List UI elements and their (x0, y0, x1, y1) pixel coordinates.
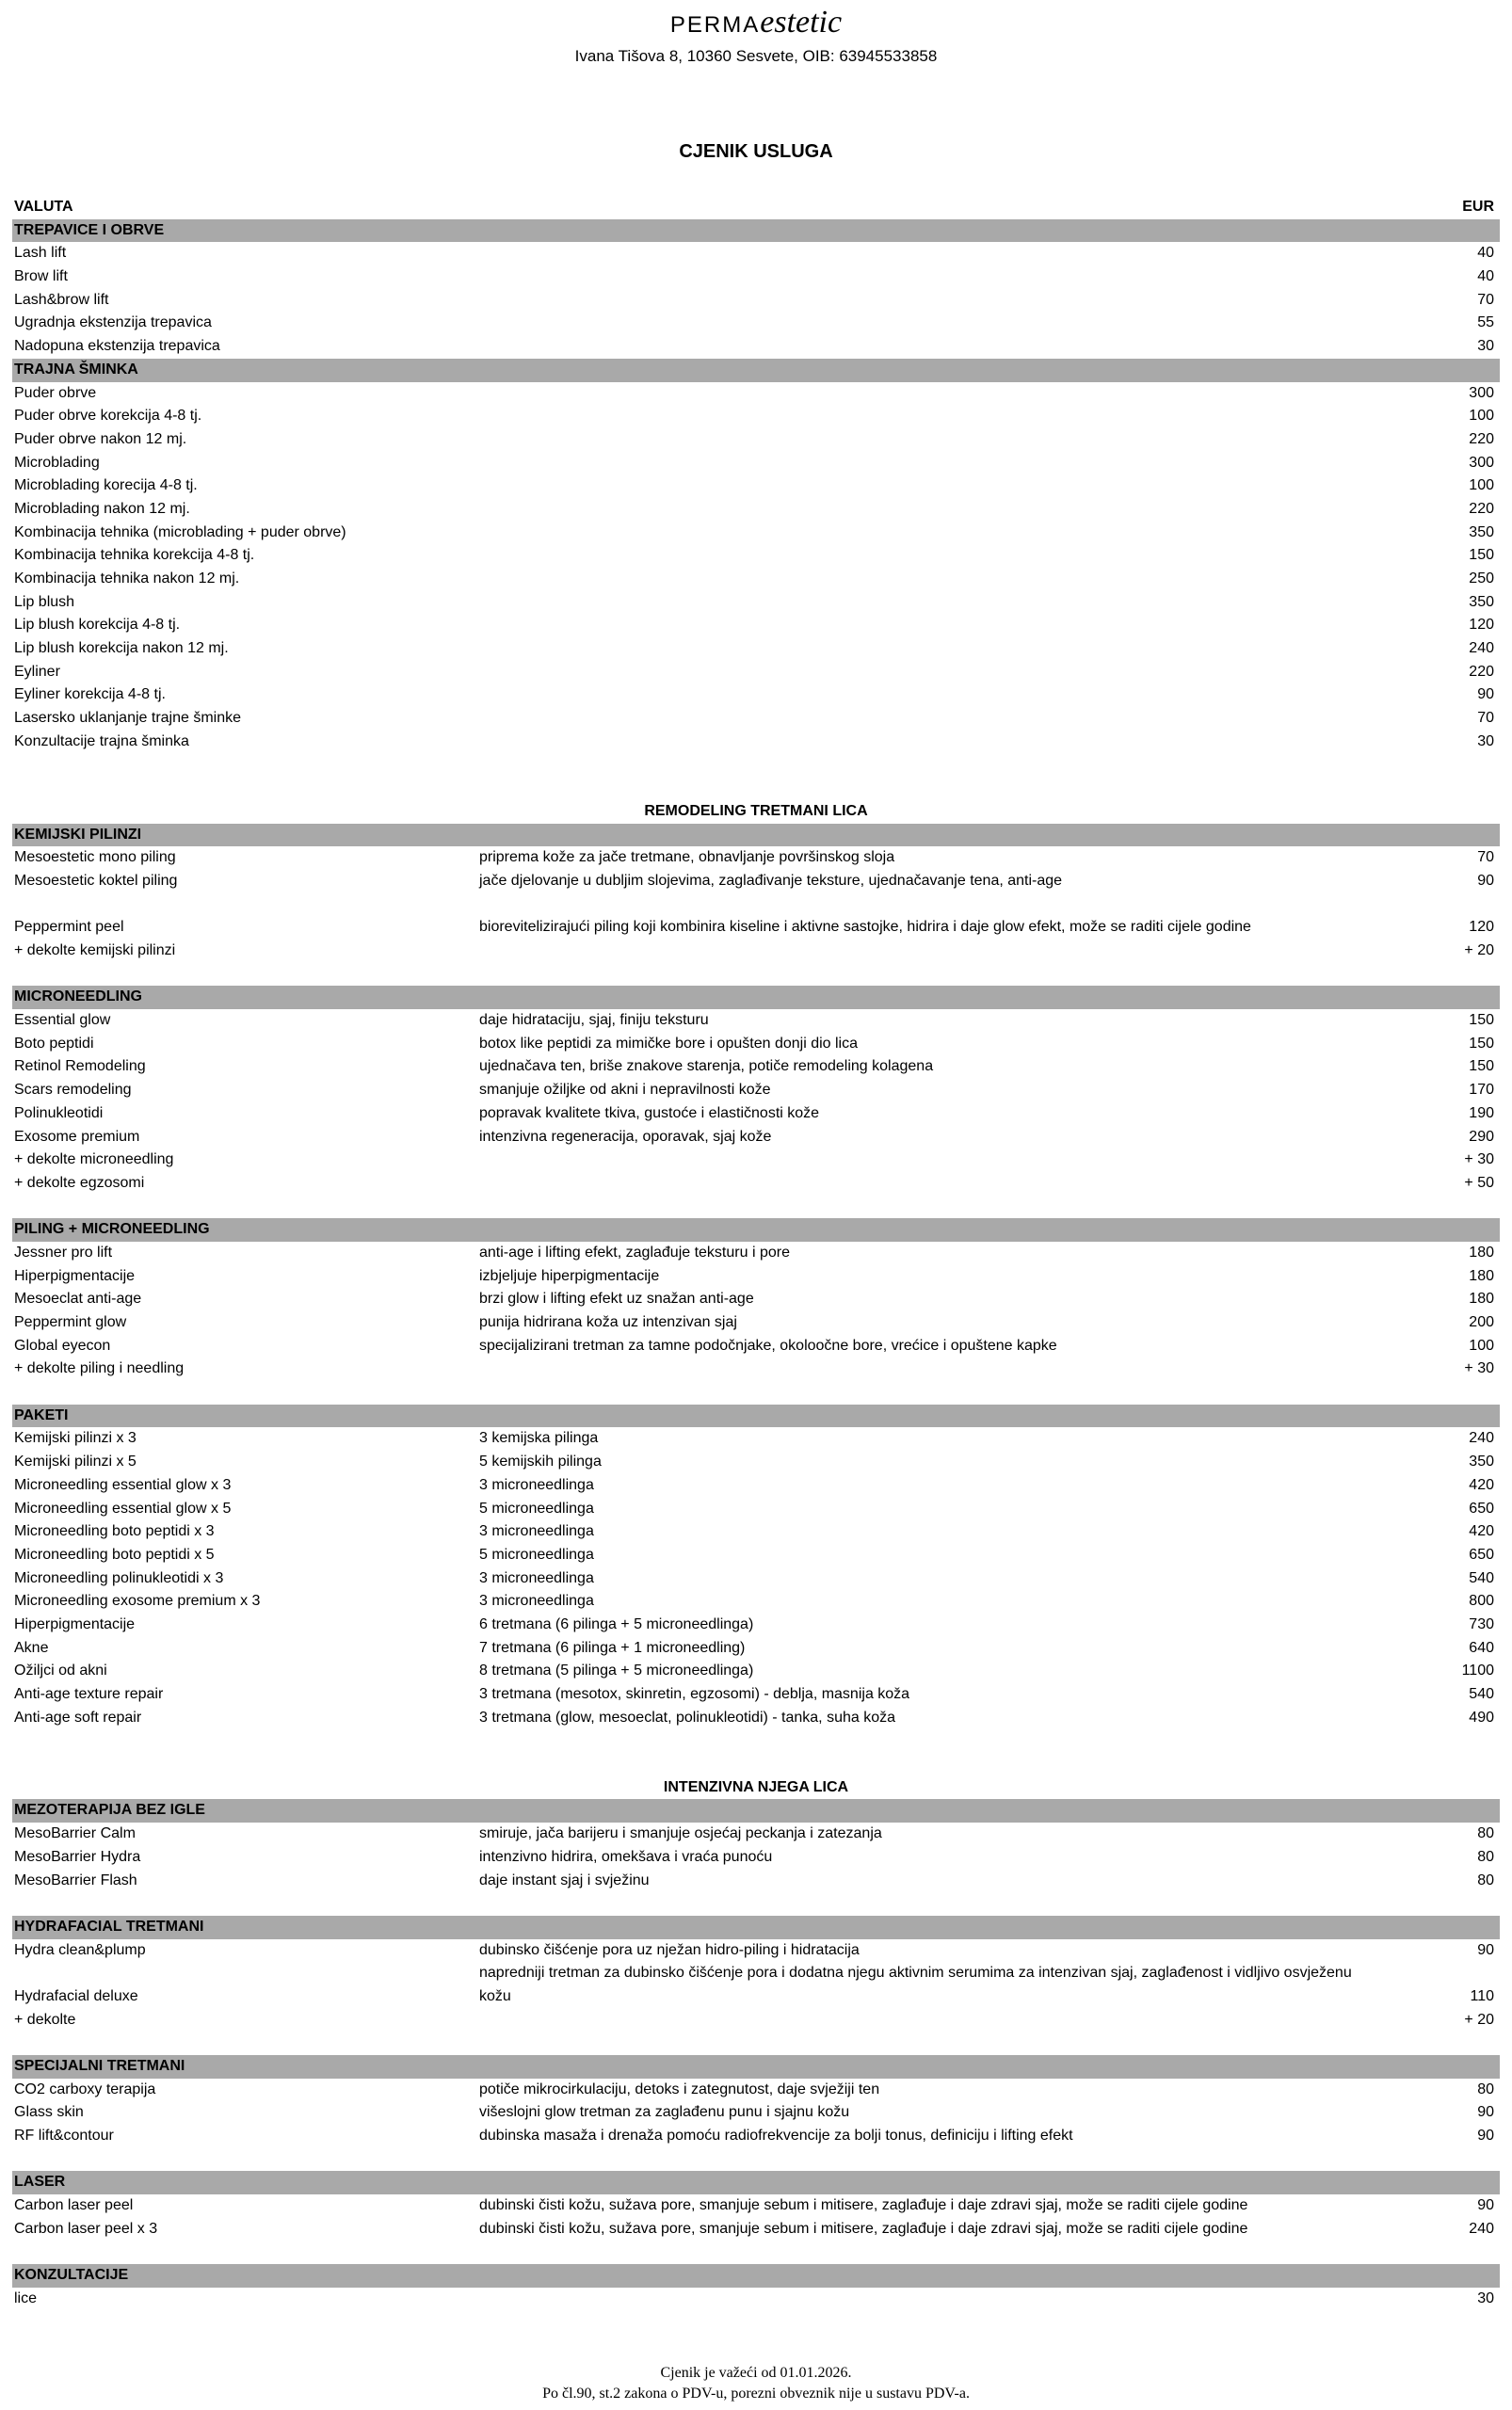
service-price: 1100 (1461, 1663, 1494, 1679)
price-row (12, 637, 1500, 661)
price-row (12, 1149, 1500, 1172)
service-name: Eyliner korekcija 4-8 tj. (14, 686, 166, 703)
price-row (12, 683, 1500, 707)
service-price: 40 (1477, 245, 1494, 262)
service-price: + 30 (1464, 1360, 1494, 1377)
price-row (12, 568, 1500, 591)
service-description: brzi glow i lifting efekt uz snažan anti-age (479, 1291, 754, 1308)
service-name: Lip blush korekcija 4-8 tj. (14, 617, 181, 634)
service-price: 30 (1477, 2290, 1494, 2306)
price-row (12, 731, 1500, 754)
service-description: daje instant sjaj i svježinu (479, 1872, 650, 1888)
page-title: CJENIK USLUGA (679, 141, 833, 162)
service-name: Kemijski pilinzi x 3 (14, 1430, 137, 1447)
service-name: Mesoestetic koktel piling (14, 872, 178, 889)
section-header (12, 1799, 1500, 1823)
service-description: punija hidrirana koža uz intenzivan sjaj (479, 1314, 737, 1330)
service-description: botox like peptidi za mimičke bore i opušten donji dio lica (479, 1035, 858, 1052)
section-title: MEZOTERAPIJA BEZ IGLE (14, 1802, 205, 1819)
category-title (12, 800, 1500, 824)
service-name: Konzultacije trajna šminka (14, 732, 189, 749)
service-description: potiče mikrocirkulaciju, detoks i zategnutost, daje svježiji ten (479, 2081, 880, 2097)
section-title: KONZULTACIJE (14, 2267, 129, 2284)
service-name: RF lift&contour (14, 2128, 114, 2145)
service-name: Lash&brow lift (14, 291, 109, 308)
service-description: intenzivna regeneracija, oporavak, sjaj kože (479, 1128, 772, 1145)
service-name: MesoBarrier Hydra (14, 1848, 141, 1865)
spacer (12, 1729, 1500, 1753)
spacer (12, 777, 1500, 800)
price-row (12, 452, 1500, 475)
service-description: daje hidrataciju, sjaj, finiju teksturu (479, 1012, 709, 1029)
category-title-text: REMODELING TRETMANI LICA (644, 802, 868, 819)
price-row (12, 335, 1500, 359)
price-row (12, 1451, 1500, 1474)
section-header (12, 1218, 1500, 1242)
price-row (12, 1614, 1500, 1637)
service-price: 150 (1469, 1058, 1494, 1075)
service-price: + 20 (1464, 942, 1494, 958)
service-description: biorevitelizirajući piling koji kombinira kiseline i aktivne sastojke, hidrira i daje glow efekt, može se raditi cijele godine (479, 919, 1251, 936)
service-name: Boto peptidi (14, 1035, 94, 1052)
price-row (12, 289, 1500, 313)
price-row (12, 405, 1500, 428)
service-name: lice (14, 2290, 38, 2306)
currency-value: EUR (1462, 199, 1494, 215)
price-row (12, 2125, 1500, 2148)
service-description: višeslojni glow tretman za zaglađenu punu i sjajnu kožu (479, 2104, 850, 2121)
service-description: dubinsko čišćenje pora uz nježan hidro-piling i hidratacija (479, 1941, 860, 1958)
service-price: 240 (1469, 1430, 1494, 1447)
service-name: Hiperpigmentacije (14, 1267, 136, 1284)
spacer (12, 893, 1500, 917)
price-row (12, 1335, 1500, 1358)
service-name: Lash lift (14, 245, 67, 262)
section-header (12, 1405, 1500, 1428)
service-price: 220 (1469, 430, 1494, 447)
price-row (12, 522, 1500, 545)
service-name: Microneedling essential glow x 3 (14, 1476, 232, 1493)
service-price: 540 (1469, 1686, 1494, 1702)
price-row (12, 661, 1500, 684)
section-title: PILING + MICRONEEDLING (14, 1221, 210, 1238)
service-price: 290 (1469, 1128, 1494, 1145)
service-name: + dekolte (14, 2011, 76, 2028)
price-row (12, 498, 1500, 522)
spacer (12, 963, 1500, 987)
service-name: Microblading korecija 4-8 tj. (14, 477, 198, 494)
service-price: 640 (1469, 1639, 1494, 1656)
price-row (12, 1055, 1500, 1079)
service-price: 70 (1477, 710, 1494, 727)
service-name: Mesoestetic mono piling (14, 849, 176, 866)
price-row (12, 1265, 1500, 1289)
section-header (12, 219, 1500, 243)
section-header (12, 2264, 1500, 2288)
service-name: Puder obrve nakon 12 mj. (14, 430, 187, 447)
spacer (12, 754, 1500, 778)
service-name: Brow lift (14, 268, 68, 285)
service-price: 540 (1469, 1569, 1494, 1586)
service-name: Jessner pro lift (14, 1244, 113, 1261)
service-price: 80 (1477, 1848, 1494, 1865)
service-name: Hiperpigmentacije (14, 1615, 136, 1632)
service-name: Akne (14, 1639, 49, 1656)
price-row (12, 940, 1500, 963)
section-header (12, 824, 1500, 847)
service-price: 90 (1477, 2104, 1494, 2121)
service-description: 8 tretmana (5 pilinga + 5 microneedlinga) (479, 1663, 754, 1679)
service-price: 100 (1469, 477, 1494, 494)
service-description: popravak kvalitete tkiva, gustoće i elastičnosti kože (479, 1104, 820, 1121)
section-header (12, 2055, 1500, 2079)
service-price: 180 (1469, 1267, 1494, 1284)
service-description: ujednačava ten, briše znakove starenja, potiče remodeling kolagena (479, 1058, 934, 1075)
service-name: Ugradnja ekstenzija trepavica (14, 314, 212, 331)
service-name: Kemijski pilinzi x 5 (14, 1454, 137, 1470)
spacer (12, 1196, 1500, 1219)
service-name: Microneedling polinukleotidi x 3 (14, 1569, 224, 1586)
category-title-text: INTENZIVNA NJEGA LICA (663, 1778, 849, 1795)
price-row (12, 544, 1500, 568)
service-price: 120 (1469, 919, 1494, 936)
service-description: 3 microneedlinga (479, 1523, 594, 1540)
service-description: 5 microneedlinga (479, 1546, 594, 1563)
service-description: dubinski čisti kožu, sužava pore, smanjuje sebum i mitisere, zaglađuje i daje zdravi sjaj, može se raditi cijele godine (479, 2220, 1248, 2237)
service-name: Scars remodeling (14, 1082, 132, 1099)
section-header (12, 986, 1500, 1009)
service-price: 240 (1469, 640, 1494, 657)
company-address: Ivana Tišova 8, 10360 Sesvete, OIB: 63945533858 (574, 47, 938, 65)
service-price: 190 (1469, 1104, 1494, 1121)
service-price: 120 (1469, 617, 1494, 634)
currency-label: VALUTA (14, 199, 73, 215)
service-name: Nadopuna ekstenzija trepavica (14, 338, 220, 355)
service-description: smiruje, jača barijeru i smanjuje osjećaj peckanja i zatezanja (479, 1825, 882, 1842)
service-price: 90 (1477, 2128, 1494, 2145)
service-description: anti-age i lifting efekt, zaglađuje teksturu i pore (479, 1244, 790, 1261)
service-name: CO2 carboxy terapija (14, 2081, 156, 2097)
service-description: intenzivno hidrira, omekšava i vraća punoću (479, 1848, 773, 1865)
logo-estetic: estetic (760, 5, 843, 40)
currency-header-row (12, 196, 1500, 219)
service-price: 650 (1469, 1500, 1494, 1517)
price-row (12, 1962, 1500, 2008)
price-row (12, 2218, 1500, 2241)
service-description: izbjeljuje hiperpigmentacije (479, 1267, 660, 1284)
service-name: Kombinacija tehnika nakon 12 mj. (14, 570, 240, 586)
service-name: Peppermint peel (14, 919, 124, 936)
price-row (12, 2079, 1500, 2102)
service-price: 200 (1469, 1314, 1494, 1330)
service-description: smanjuje ožiljke od akni i nepravilnosti kože (479, 1082, 771, 1099)
section-header (12, 1916, 1500, 1939)
service-price: 490 (1469, 1709, 1494, 1726)
service-description-line2: kožu (479, 1987, 511, 2004)
price-row (12, 1707, 1500, 1730)
service-name: Retinol Remodeling (14, 1058, 146, 1075)
service-price: + 20 (1464, 2011, 1494, 2028)
service-name: Glass skin (14, 2104, 84, 2121)
service-price: 240 (1469, 2220, 1494, 2237)
service-description: jače djelovanje u dubljim slojevima, zaglađivanje teksture, ujednačavanje tena, anti-age (479, 872, 1063, 889)
service-price: 100 (1469, 1337, 1494, 1354)
price-row (12, 1242, 1500, 1265)
service-price: 220 (1469, 500, 1494, 517)
price-row (12, 382, 1500, 406)
service-name: Lip blush korekcija nakon 12 mj. (14, 640, 229, 657)
price-row (12, 1102, 1500, 1126)
price-row (12, 1427, 1500, 1451)
price-row (12, 846, 1500, 870)
price-row (12, 1172, 1500, 1196)
service-price: 300 (1469, 384, 1494, 401)
price-row (12, 916, 1500, 940)
service-description: 3 microneedlinga (479, 1593, 594, 1610)
section-title: TREPAVICE I OBRVE (14, 221, 165, 238)
price-row (12, 1939, 1500, 1963)
service-name: Microneedling essential glow x 5 (14, 1500, 232, 1517)
price-row (12, 1474, 1500, 1498)
price-row (12, 1498, 1500, 1521)
service-price: 180 (1469, 1244, 1494, 1261)
service-name: Kombinacija tehnika korekcija 4-8 tj. (14, 547, 255, 564)
service-description: 3 microneedlinga (479, 1569, 594, 1586)
section-title: TRAJNA ŠMINKA (14, 361, 138, 378)
section-header (12, 2171, 1500, 2194)
service-price: 420 (1469, 1476, 1494, 1493)
section-title: SPECIJALNI TRETMANI (14, 2058, 185, 2075)
service-description: 3 tretmana (glow, mesoeclat, polinukleotidi) - tanka, suha koža (479, 1709, 896, 1726)
service-description: 5 microneedlinga (479, 1500, 594, 1517)
service-description: 5 kemijskih pilinga (479, 1454, 602, 1470)
service-name: Microneedling boto peptidi x 5 (14, 1546, 215, 1563)
service-price: 300 (1469, 454, 1494, 471)
price-row (12, 1288, 1500, 1311)
service-price: 40 (1477, 268, 1494, 285)
price-row (12, 614, 1500, 637)
service-price: 100 (1469, 408, 1494, 425)
service-name: Microneedling exosome premium x 3 (14, 1593, 261, 1610)
service-price: 350 (1469, 593, 1494, 610)
service-description: priprema kože za jače tretmane, obnavljanje površinskog sloja (479, 849, 895, 866)
price-row (12, 1590, 1500, 1614)
brand-logo (0, 6, 1512, 42)
service-name: Anti-age soft repair (14, 1709, 142, 1726)
service-name: Hydra clean&plump (14, 1941, 146, 1958)
service-name: Ožiljci od akni (14, 1663, 107, 1679)
service-name: Mesoeclat anti-age (14, 1291, 142, 1308)
service-name: + dekolte egzosomi (14, 1174, 145, 1191)
price-row (12, 1567, 1500, 1591)
service-description (479, 1962, 1352, 2008)
price-row (12, 265, 1500, 289)
service-name: Global eyecon (14, 1337, 111, 1354)
service-price: 70 (1477, 291, 1494, 308)
document-footer (0, 2363, 1512, 2404)
spacer (12, 2241, 1500, 2265)
section-title: MICRONEEDLING (14, 988, 142, 1005)
service-price: 30 (1477, 338, 1494, 355)
service-name: Polinukleotidi (14, 1104, 104, 1121)
service-description: 7 tretmana (6 pilinga + 1 microneedling) (479, 1639, 746, 1656)
price-row (12, 2288, 1500, 2311)
service-price: 80 (1477, 1825, 1494, 1842)
service-description: dubinski čisti kožu, sužava pore, smanjuje sebum i mitisere, zaglađuje i daje zdravi sjaj, može se raditi cijele godine (479, 2197, 1248, 2214)
price-row (12, 591, 1500, 615)
service-name: Microblading (14, 454, 100, 471)
price-row (12, 1520, 1500, 1544)
price-row (12, 242, 1500, 265)
spacer (12, 2032, 1500, 2055)
spacer (12, 1753, 1500, 1776)
service-price: 730 (1469, 1615, 1494, 1632)
spacer (12, 1892, 1500, 1916)
service-price: 150 (1469, 547, 1494, 564)
service-name: Carbon laser peel x 3 (14, 2220, 158, 2237)
service-name: Microblading nakon 12 mj. (14, 500, 190, 517)
service-price: + 50 (1464, 1174, 1494, 1191)
service-price: 110 (1470, 1987, 1494, 2004)
price-row (12, 1009, 1500, 1033)
service-price: 150 (1469, 1012, 1494, 1029)
service-price: 350 (1469, 523, 1494, 540)
service-price: 90 (1477, 686, 1494, 703)
service-description-line1: napredniji tretman za dubinsko čišćenje pora i dodatna njegu aktivnim serumima za intenzivan sjaj, zaglađenost i vidljivo osvježenu (479, 1965, 1352, 1982)
service-price: 90 (1477, 1941, 1494, 1958)
service-name: Puder obrve korekcija 4-8 tj. (14, 408, 202, 425)
price-row (12, 1637, 1500, 1661)
spacer (12, 1381, 1500, 1405)
service-name: MesoBarrier Calm (14, 1825, 136, 1842)
service-name: MesoBarrier Flash (14, 1872, 137, 1888)
price-list (12, 196, 1500, 2311)
service-name: + dekolte microneedling (14, 1151, 174, 1168)
service-description: 6 tretmana (6 pilinga + 5 microneedlinga) (479, 1615, 754, 1632)
service-price: 90 (1477, 872, 1494, 889)
service-name: Hydrafacial deluxe (14, 1987, 138, 2004)
price-row (12, 870, 1500, 893)
service-price: 80 (1477, 1872, 1494, 1888)
service-name: + dekolte kemijski pilinzi (14, 942, 176, 958)
section-title: PAKETI (14, 1406, 69, 1423)
service-name: Essential glow (14, 1012, 111, 1029)
section-title: KEMIJSKI PILINZI (14, 826, 142, 843)
service-price: 170 (1469, 1082, 1494, 1099)
price-row (12, 1660, 1500, 1683)
service-price: 800 (1469, 1593, 1494, 1610)
section-header (12, 359, 1500, 382)
service-name: Eyliner (14, 663, 60, 680)
price-row (12, 1079, 1500, 1102)
service-description: 3 microneedlinga (479, 1476, 594, 1493)
service-name: Puder obrve (14, 384, 97, 401)
service-price: 650 (1469, 1546, 1494, 1563)
price-row (12, 1126, 1500, 1149)
validity-note: Cjenik je važeći od 01.01.2026. (660, 2365, 852, 2381)
service-name: Lasersko uklanjanje trajne šminke (14, 710, 242, 727)
service-description: 3 kemijska pilinga (479, 1430, 599, 1447)
service-name: Microneedling boto peptidi x 3 (14, 1523, 215, 1540)
service-price: 220 (1469, 663, 1494, 680)
service-name: Carbon laser peel (14, 2197, 134, 2214)
service-name: Exosome premium (14, 1128, 140, 1145)
price-row (12, 1311, 1500, 1335)
service-price: 150 (1469, 1035, 1494, 1052)
price-row (12, 1544, 1500, 1567)
service-price: 420 (1469, 1523, 1494, 1540)
price-row (12, 1870, 1500, 1893)
section-title: LASER (14, 2174, 66, 2191)
price-row (12, 1683, 1500, 1707)
service-description: dubinska masaža i drenaža pomoću radiofrekvencije za bolji tonus, definiciju i lifting efekt (479, 2128, 1073, 2145)
service-price: 30 (1477, 732, 1494, 749)
logo-perma: PERMA (669, 12, 761, 38)
service-description: specijalizirani tretman za tamne podočnjake, okoloočne bore, vrećice i opuštene kapke (479, 1337, 1057, 1354)
price-row (12, 428, 1500, 452)
price-row (12, 474, 1500, 498)
service-description: 3 tretmana (mesotox, skinretin, egzosomi) - deblja, masnija koža (479, 1686, 910, 1702)
service-name: + dekolte piling i needling (14, 1360, 185, 1377)
service-name: Kombinacija tehnika (microblading + puder obrve) (14, 523, 346, 540)
service-price: 70 (1477, 849, 1494, 866)
service-price: 250 (1469, 570, 1494, 586)
spacer (12, 2148, 1500, 2172)
price-row (12, 1033, 1500, 1056)
price-row (12, 1846, 1500, 1870)
section-title: HYDRAFACIAL TRETMANI (14, 1918, 204, 1935)
service-price: 180 (1469, 1291, 1494, 1308)
price-row (12, 2194, 1500, 2218)
service-name: Peppermint glow (14, 1314, 127, 1330)
price-row (12, 1358, 1500, 1381)
service-price: 90 (1477, 2197, 1494, 2214)
price-row (12, 2101, 1500, 2125)
service-price: + 30 (1464, 1151, 1494, 1168)
category-title (12, 1776, 1500, 1800)
service-name: Anti-age texture repair (14, 1686, 164, 1702)
service-price: 80 (1477, 2081, 1494, 2097)
price-row (12, 2009, 1500, 2032)
price-row (12, 707, 1500, 731)
service-name: Lip blush (14, 593, 75, 610)
price-row (12, 1823, 1500, 1846)
service-price: 350 (1469, 1454, 1494, 1470)
price-row (12, 312, 1500, 335)
service-price: 55 (1477, 314, 1494, 331)
vat-note: Po čl.90, st.2 zakona o PDV-u, porezni obveznik nije u sustavu PDV-a. (542, 2386, 970, 2402)
